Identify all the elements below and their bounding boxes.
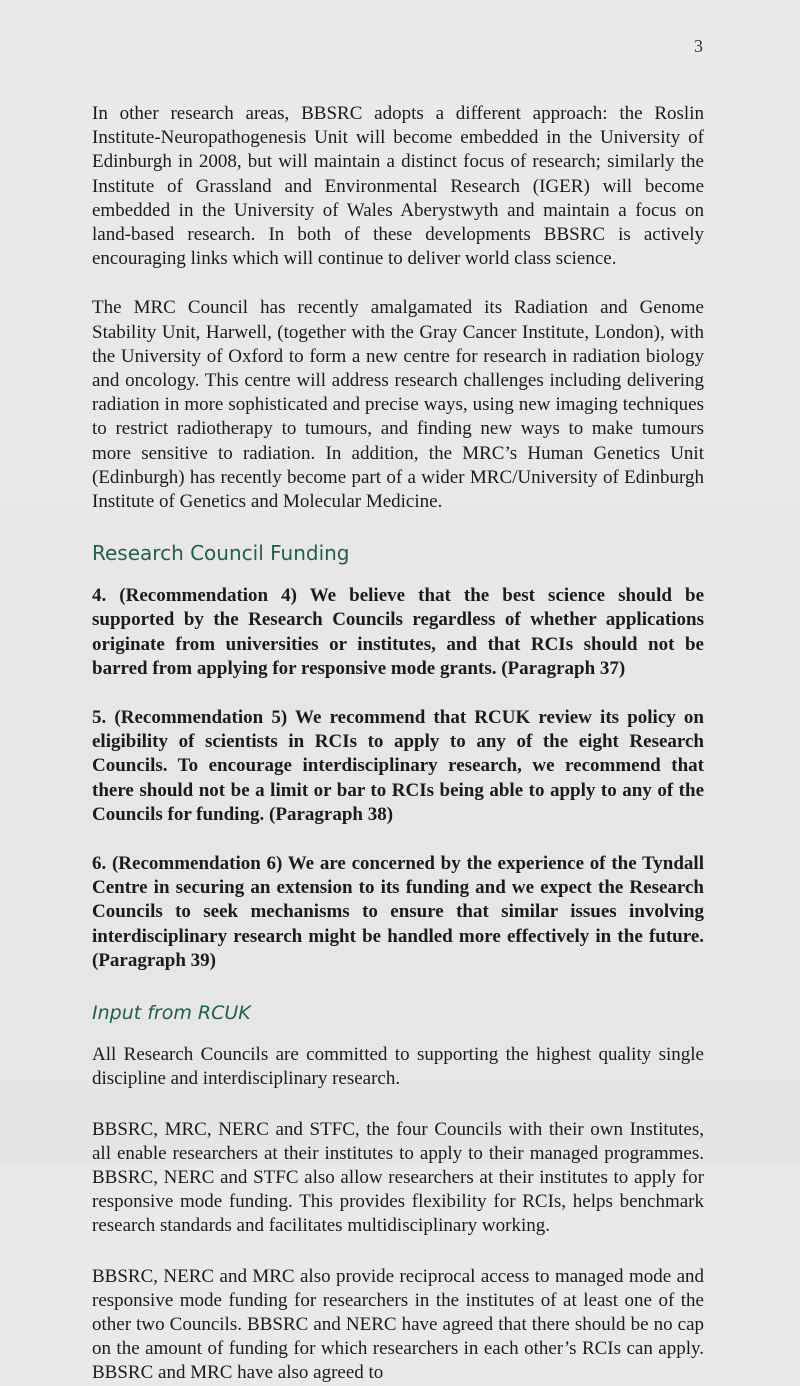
recommendation-5: 5. (Recommendation 5) We recommend that RCUK review its policy on eligibility of scientists in RCIs to apply to any of the eight Research Councils. To encourage interdisciplinary research, we recommend that there should not be a limit or bar to RCIs being able to apply to any of the Councils for funding. (Paragraph 38): [92, 707, 704, 825]
page-number: 3: [694, 36, 703, 56]
paragraph-bbsrc-approach: In other research areas, BBSRC adopts a different approach: the Roslin Institute-Neuropathogenesis Unit will become embedded in the University of Edinburgh in 2008, but will maintain a distinct focus of research; similarly the Institute of Grassland and Environmental Research (IGER) will become embedded in the University of Wales Aberystwyth and maintain a focus on land-based research. In both of these developments BBSRC is actively encouraging links which will continue to deliver world class science.: [92, 103, 704, 270]
paragraph-research-councils-committed: All Research Councils are committed to supporting the highest quality single discipline and interdisciplinary research.: [92, 1044, 704, 1090]
paragraph-reciprocal-access: BBSRC, NERC and MRC also provide reciprocal access to managed mode and responsive mode funding for researchers in the institutes of at least one of the other two Councils. BBSRC and NERC have agreed that there should be no cap on the amount of funding for which researchers in each other’s RCIs can apply. BBSRC and MRC have also agreed to: [92, 1265, 704, 1384]
recommendation-6: 6. (Recommendation 6) We are concerned by the experience of the Tyndall Centre in securing an extension to its funding and we expect the Research Councils to seek mechanisms to ensure that similar issues involving interdisciplinary research might be handled more effectively in the future. (Paragraph 39): [92, 853, 704, 971]
paragraph-mrc-council: The MRC Council has recently amalgamated its Radiation and Genome Stability Unit, Harwell, (together with the Gray Cancer Institute, London), with the University of Oxford to form a new centre for research in radiation biology and oncology. This centre will address research challenges including delivering radiation in more sophisticated and precise ways, using new imaging techniques to restrict radiotherapy to tumours, and finding new ways to make tumours more sensitive to radiation. In addition, the MRC’s Human Genetics Unit (Edinburgh) has recently become part of a wider MRC/University of Edinburgh Institute of Genetics and Molecular Medicine.: [92, 297, 704, 513]
heading-input-from-rcuk: Input from RCUK: [92, 1002, 251, 1025]
document-body: [92, 102, 704, 1386]
paragraph-four-councils: BBSRC, MRC, NERC and STFC, the four Councils with their own Institutes, all enable researchers at their institutes to apply to their managed programmes. BBSRC, NERC and STFC also allow researchers at their institutes to apply for responsive mode funding. This provides flexibility for RCIs, helps benchmark research standards and facilitates multidisciplinary working.: [92, 1118, 704, 1237]
recommendation-4: 4. (Recommendation 4) We believe that the best science should be supported by the Research Councils regardless of whether applications originate from universities or institutes, and that RCIs should not be barred from applying for responsive mode grants. (Paragraph 37): [92, 585, 704, 679]
heading-research-council-funding: Research Council Funding: [92, 541, 350, 566]
